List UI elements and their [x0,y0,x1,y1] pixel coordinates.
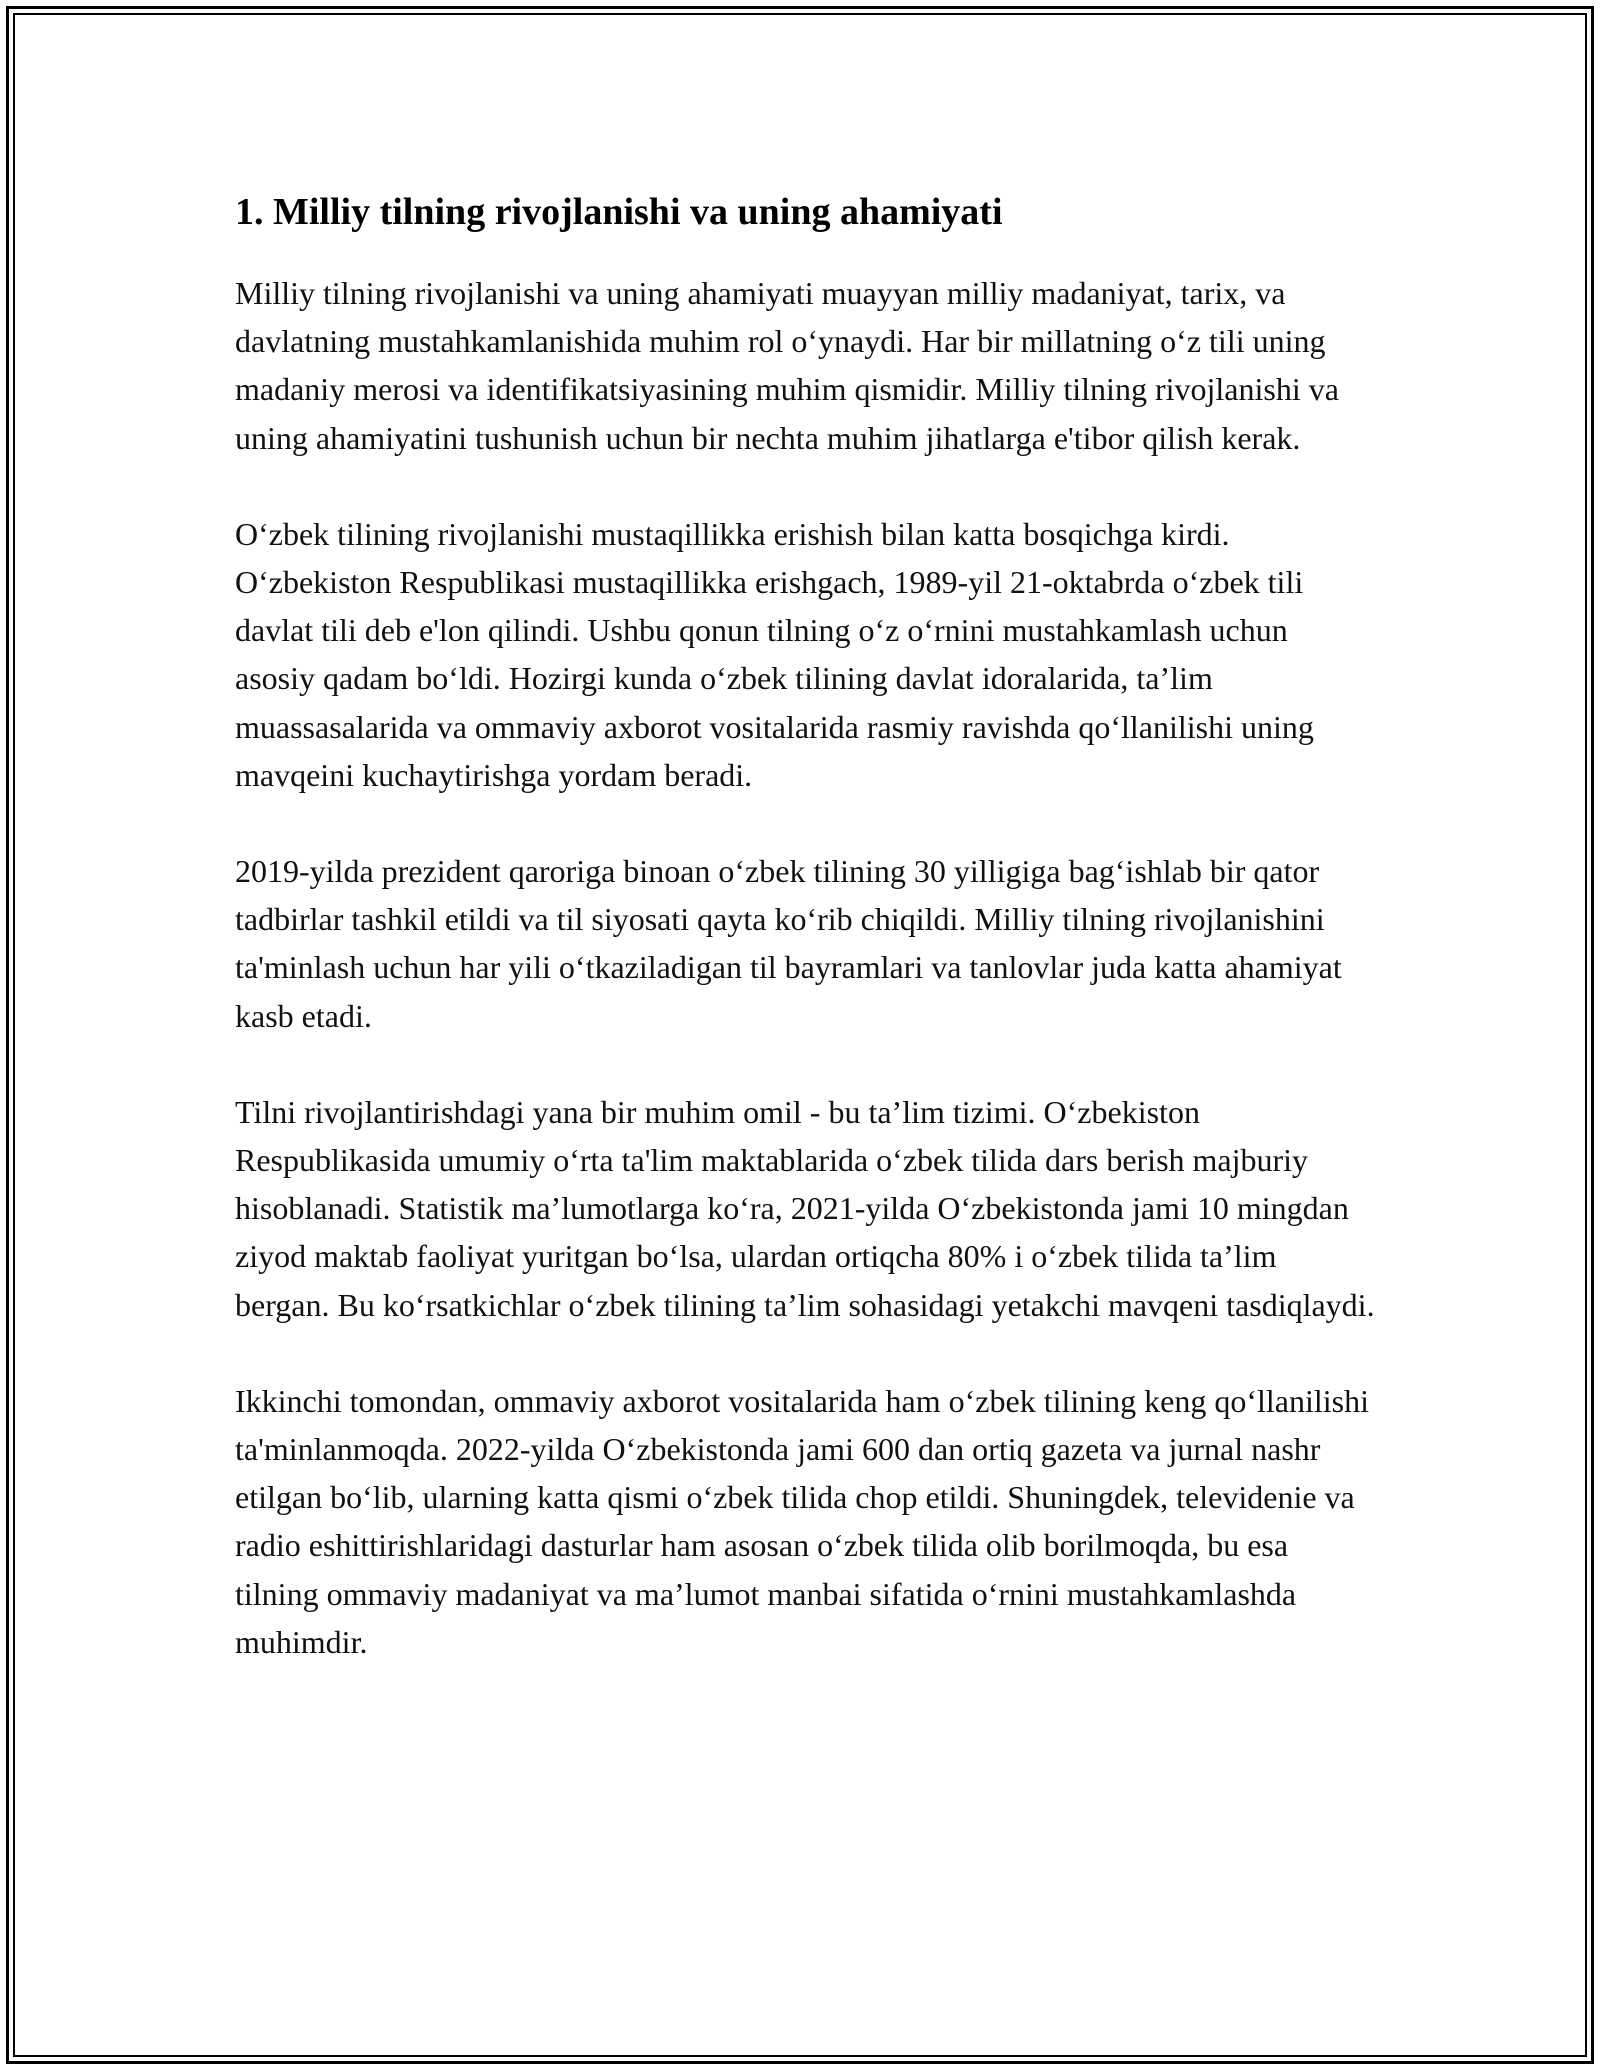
paragraph-intro: Milliy tilning rivojlanishi va uning ahamiyati muayyan milliy madaniyat, tarix, va davlatning mustahkamlanishida muhim rol o‘ynaydi. Har bir millatning o‘z tili uning madaniy merosi va identifikatsiyasining muhim qismidir. Milliy tilning rivojlanishi va uning ahamiyatini tushunish uchun bir nechta muhim jihatlarga e'tibor qilish kerak. [235,275,1339,456]
paragraph-2019-events: 2019-yilda prezident qaroriga binoan o‘zbek tilining 30 yilligiga bag‘ishlab bir qator tadbirlar tashkil etildi va til siyosati qayta ko‘rib chiqildi. Milliy tilning rivojlanishini ta'minlash uchun har yili o‘tkaziladigan til bayramlari va tanlovlar juda katta ahamiyat kasb etadi. [235,853,1342,1034]
paragraph-independence: O‘zbek tilining rivojlanishi mustaqillikka erishish bilan katta bosqichga kirdi. O‘zbekiston Respublikasi mustaqillikka erishgach, 1989-yil 21-oktabrda o‘zbek tili davlat tili deb e'lon qilindi. Ushbu qonun tilning o‘z o‘rnini mustahkamlash uchun asosiy qadam bo‘ldi. Hozirgi kunda o‘zbek tilining davlat idoralarida, ta’lim muassasalarida va ommaviy axborot vositalarida rasmiy ravishda qo‘llanilishi uning mavqeini kuchaytirishga yordam beradi. [235,515,1314,793]
paragraph-media: Ikkinchi tomondan, ommaviy axborot vositalarida ham o‘zbek tilining keng qo‘llanilishi ta'minlanmoqda. 2022-yilda O‘zbekistonda jami 600 dan ortiq gazeta va jurnal nashr etilgan bo‘lib, ularning katta qismi o‘zbek tilida chop etildi. Shuningdek, televidenie va radio eshittirishlaridagi dasturlar ham asosan o‘zbek tilida olib borilmoqda, bu esa tilning ommaviy madaniyat va ma’lumot manbai sifatida o‘rnini mustahkamlashda muhimdir. [235,1382,1369,1660]
paragraph-education: Tilni rivojlantirishdagi yana bir muhim omil - bu ta’lim tizimi. O‘zbekiston Respublikasida umumiy o‘rta ta'lim maktablarida o‘zbek tilida dars berish majburiy hisoblanadi. Statistik ma’lumotlarga ko‘ra, 2021-yilda O‘zbekistonda jami 10 mingdan ziyod maktab faoliyat yuritgan bo‘lsa, ulardan ortiqcha 80% i o‘zbek tilida ta’lim bergan. Bu ko‘rsatkichlar o‘zbek tilining ta’lim sohasidagi yetakchi mavqeni tasdiqlaydi. [235,1093,1375,1323]
section-heading: 1. Milliy tilning rivojlanishi va uning ahamiyati [235,191,1003,233]
document-body [235,185,1375,1714]
